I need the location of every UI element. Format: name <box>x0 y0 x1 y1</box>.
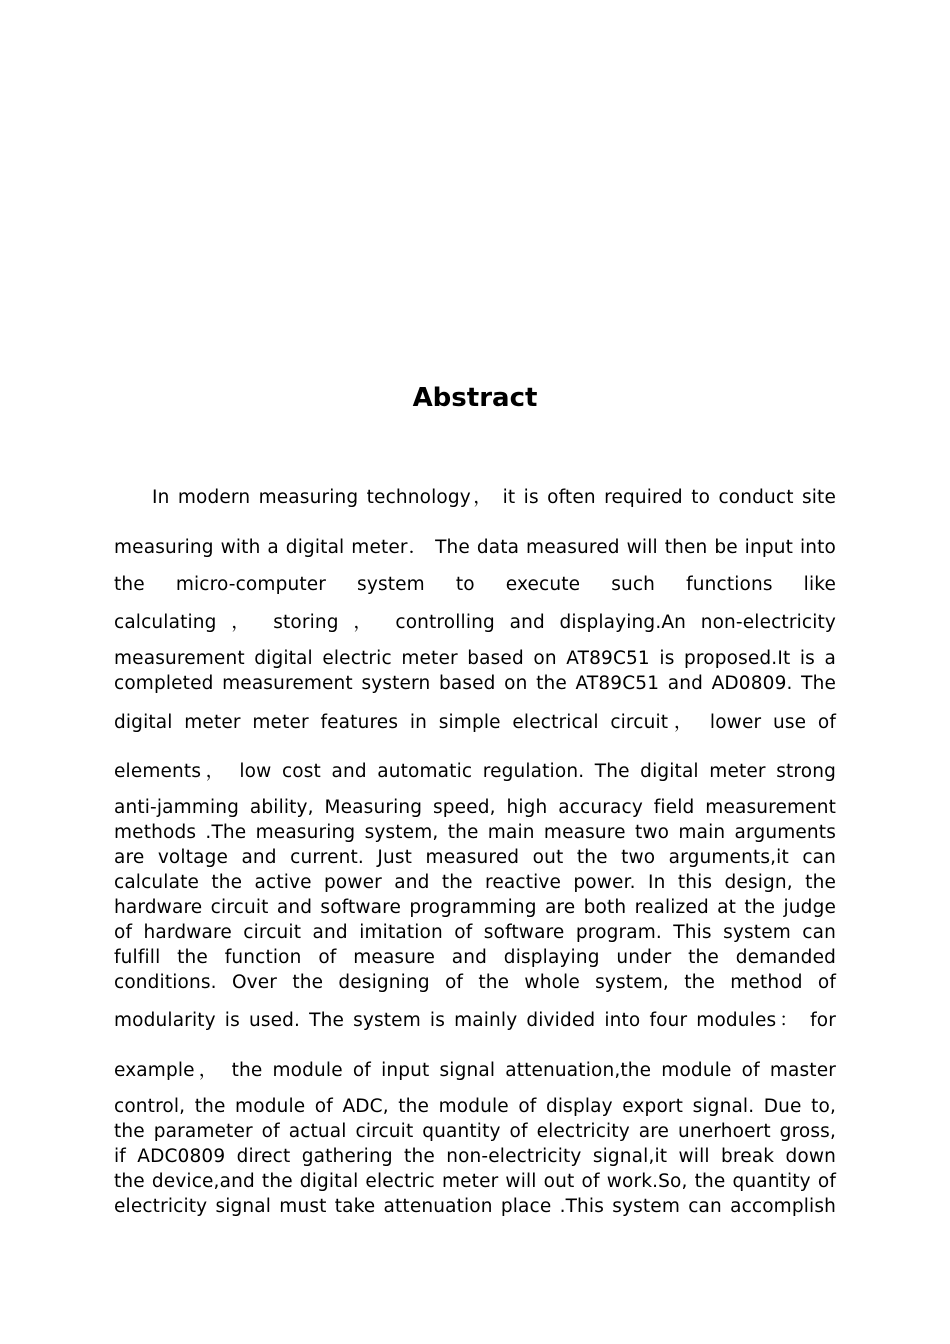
abstract-line: of hardware circuit and imitation of software program. This system can <box>114 922 836 943</box>
abstract-line: the parameter of actual circuit quantity of electricity are unerhoert gross, <box>114 1121 836 1142</box>
abstract-line: example， the module of input signal attenuation,the module of master <box>114 1060 836 1081</box>
abstract-line: methods .The measuring system, the main measure two main arguments <box>114 822 836 843</box>
abstract-title: Abstract <box>412 383 538 413</box>
abstract-line: hardware circuit and software programming are both realized at the judge <box>114 897 836 918</box>
abstract-line: conditions. Over the designing of the whole system, the method of <box>114 972 836 993</box>
abstract-line: are voltage and current. Just measured out the two arguments,it can <box>114 847 836 868</box>
abstract-line: control, the module of ADC, the module of display export signal. Due to, <box>114 1096 836 1117</box>
abstract-line: measurement digital electric meter based on AT89C51 is proposed.It is a <box>114 648 836 669</box>
abstract-line: modularity is used. The system is mainly divided into four modules： for <box>114 1010 836 1031</box>
abstract-line: calculating ， storing ， controlling and displaying.An non-electricity <box>114 612 836 633</box>
abstract-line: fulfill the function of measure and displaying under the demanded <box>114 947 836 968</box>
abstract-line: the device,and the digital electric meter will out of work.So, the quantity of <box>114 1171 836 1192</box>
abstract-line: anti-jamming ability, Measuring speed, high accuracy field measurement <box>114 797 836 818</box>
abstract-line: calculate the active power and the reactive power. In this design, the <box>114 872 836 893</box>
abstract-line: the micro-computer system to execute such functions like <box>114 574 836 595</box>
abstract-line: elements， low cost and automatic regulation. The digital meter strong <box>114 761 836 782</box>
abstract-line: digital meter meter features in simple electrical circuit， lower use of <box>114 712 836 733</box>
abstract-line: if ADC0809 direct gathering the non-electricity signal,it will break down <box>114 1146 836 1167</box>
abstract-line: completed measurement systern based on the AT89C51 and AD0809. The <box>114 673 836 694</box>
abstract-line: In modern measuring technology， it is often required to conduct site <box>152 487 836 508</box>
abstract-line: electricity signal must take attenuation place .This system can accomplish <box>114 1196 836 1217</box>
abstract-line: measuring with a digital meter． The data measured will then be input into <box>114 537 836 558</box>
